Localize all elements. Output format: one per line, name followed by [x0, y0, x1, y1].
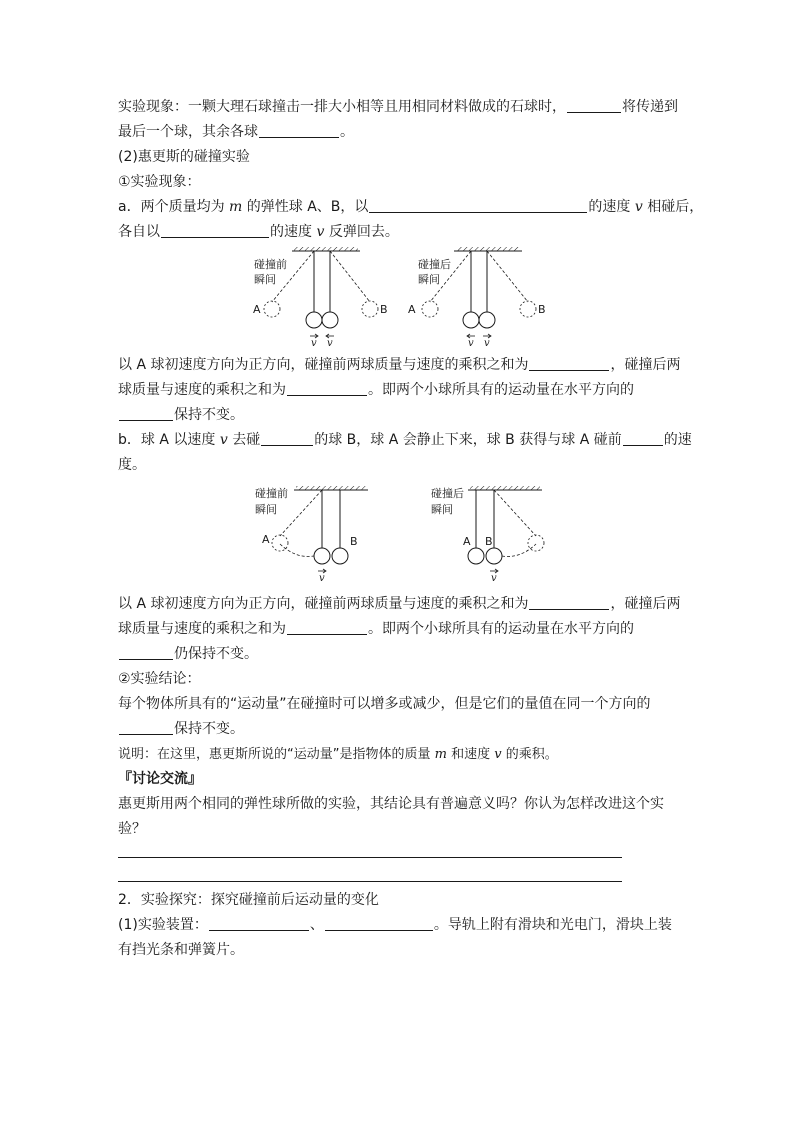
- text: 相碰后，: [642, 199, 704, 215]
- after-collision-panel: [408, 247, 546, 349]
- answer-blank[interactable]: [623, 430, 663, 446]
- text: 去碰: [227, 432, 261, 448]
- result-a-line-1: [118, 353, 684, 378]
- label-before-2: 瞬间: [254, 273, 276, 286]
- section-heading-2: 2．实验探究：探究碰撞前后运动量的变化: [118, 892, 379, 908]
- velocity-symbol: v: [316, 224, 325, 240]
- velocity-label-b: v: [484, 338, 490, 349]
- answer-blank[interactable]: [287, 380, 367, 396]
- text: a．两个质量均为: [118, 199, 230, 215]
- answer-blank[interactable]: [119, 405, 173, 421]
- velocity-label-a: v: [468, 338, 474, 349]
- velocity-label-a: v: [311, 338, 317, 349]
- answer-blank[interactable]: [567, 97, 621, 113]
- text: 各自以: [118, 224, 160, 240]
- subheading-phenomenon: ①实验现象：: [118, 174, 201, 190]
- label-after-2: 瞬间: [418, 273, 440, 286]
- result-a-line-2: [118, 378, 684, 403]
- section-heading-huygens: (2)惠更斯的碰撞实验: [118, 149, 250, 165]
- mass-symbol: m: [434, 747, 447, 762]
- phenomenon-line-1: [118, 95, 684, 120]
- answer-blank[interactable]: [209, 915, 309, 931]
- ball-b-label: B: [485, 535, 493, 548]
- ball-a: [306, 312, 322, 328]
- ball-a: [463, 312, 479, 328]
- text: 反弹回去。: [324, 224, 399, 240]
- item-a-line-1: [118, 195, 704, 220]
- text: b．球 A 以速度: [118, 432, 220, 448]
- text: 。即两个小球所具有的运动量在水平方向的: [368, 382, 634, 398]
- answer-blank[interactable]: [529, 594, 609, 610]
- text: 球质量与速度的乘积之和为: [118, 621, 286, 637]
- text: 的速: [663, 432, 692, 448]
- conclusion-line-1: 每个物体所具有的“运动量”在碰撞时可以增多或减少，但是它们的量值在同一个方向的: [118, 696, 651, 712]
- ball-a-start: [264, 301, 280, 317]
- before-collision-panel: [255, 486, 368, 584]
- label-after-1: 碰撞后: [431, 487, 464, 500]
- text: 的速度: [588, 199, 635, 215]
- text: 的速度: [270, 224, 317, 240]
- answer-blank[interactable]: [369, 197, 587, 213]
- text: 仍保持不变。: [174, 646, 258, 662]
- answer-line-1[interactable]: [118, 846, 622, 858]
- setup-line-2: 有挡光条和弹簧片。: [118, 942, 244, 958]
- result-b-line-2: [118, 617, 684, 642]
- text: (1)实验装置：: [118, 917, 208, 933]
- text: ，碰撞后两: [610, 357, 681, 373]
- answer-blank[interactable]: [529, 355, 609, 371]
- ball-b: [332, 548, 348, 564]
- ceiling-support: [470, 486, 540, 490]
- text: 和速度: [446, 747, 495, 762]
- ball-a-label: A: [463, 535, 471, 548]
- velocity-label-a: v: [319, 573, 325, 584]
- explanation-note: [118, 742, 684, 767]
- after-collision-panel: [431, 486, 544, 584]
- ball-b-label: B: [538, 303, 546, 316]
- swing-path-b: [494, 490, 536, 536]
- ball-b-start: [362, 301, 378, 317]
- text: 将传递到: [622, 99, 678, 115]
- pendulum-figure-2: [118, 484, 684, 592]
- velocity-symbol: v: [494, 747, 502, 762]
- result-b-line-3: [118, 642, 684, 667]
- rebound-path-b: [487, 251, 528, 302]
- ball-a-end: [422, 301, 438, 317]
- answer-blank[interactable]: [161, 222, 269, 238]
- text: 说明：在这里，惠更斯所说的“运动量”是指物体的质量: [118, 747, 435, 762]
- subheading-conclusion: ②实验结论：: [118, 671, 201, 687]
- ball-b-label: B: [380, 303, 388, 316]
- result-a-line-3: [118, 403, 684, 428]
- ball-a-label: A: [408, 303, 416, 316]
- mass-symbol: m: [229, 199, 243, 215]
- phenomenon-line-2: [118, 120, 684, 145]
- text: 实验现象：一颗大理石球撞击一排大小相等且用相同材料做成的石球时，: [118, 99, 566, 115]
- text: 保持不变。: [174, 407, 244, 423]
- item-a-line-2: [118, 220, 684, 245]
- answer-blank[interactable]: [261, 430, 313, 446]
- setup-line-1: [118, 913, 684, 938]
- velocity-label-b: v: [491, 573, 497, 584]
- label-before-1: 碰撞前: [254, 258, 287, 271]
- discussion-line-1: 惠更斯用两个相同的弹性球所做的实验，其结论具有普遍意义吗？你认为怎样改进这个实: [118, 796, 664, 812]
- ceiling-support: [456, 247, 520, 251]
- text: 。: [340, 124, 354, 140]
- pendulum-figure-1: [118, 245, 684, 353]
- text: 以 A 球初速度方向为正方向，碰撞前两球质量与速度的乘积之和为: [118, 596, 529, 612]
- text: 球质量与速度的乘积之和为: [118, 382, 286, 398]
- ceiling-support: [296, 486, 366, 490]
- label-after-1: 碰撞后: [418, 258, 451, 271]
- answer-blank[interactable]: [325, 915, 433, 931]
- label-before-1: 碰撞前: [255, 487, 288, 500]
- answer-blank[interactable]: [259, 122, 339, 138]
- text: 的球 B，球 A 会静止下来，球 B 获得与球 A 碰前: [314, 432, 622, 448]
- text: 最后一个球，其余各球: [118, 124, 258, 140]
- conclusion-line-2: [118, 717, 684, 742]
- ball-a-label: A: [262, 533, 270, 546]
- label-after-2: 瞬间: [431, 503, 453, 516]
- text: 的乘积。: [501, 747, 558, 762]
- ball-a-label: A: [253, 303, 261, 316]
- text: 以 A 球初速度方向为正方向，碰撞前两球质量与速度的乘积之和为: [118, 357, 529, 373]
- ball-b: [479, 312, 495, 328]
- ball-b: [322, 312, 338, 328]
- item-b-line-1: [118, 428, 692, 453]
- answer-line-2[interactable]: [118, 870, 622, 882]
- text: 、: [309, 917, 324, 933]
- velocity-label-b: v: [327, 338, 333, 349]
- item-b-line-2: 度。: [118, 457, 146, 473]
- velocity-symbol: v: [634, 199, 643, 215]
- text: 保持不变。: [174, 721, 244, 737]
- pendulum-diagram-2: [118, 484, 684, 592]
- worksheet-content: [118, 95, 704, 963]
- velocity-symbol: v: [219, 432, 228, 448]
- swing-arc-b: [502, 544, 536, 557]
- label-before-2: 瞬间: [255, 503, 277, 516]
- ball-b: [486, 548, 502, 564]
- text: ，碰撞后两: [610, 596, 681, 612]
- answer-blank[interactable]: [119, 644, 173, 660]
- ball-b-label: B: [350, 535, 358, 548]
- ceiling-support: [294, 247, 358, 251]
- ball-a: [314, 548, 330, 564]
- text: 。即两个小球所具有的运动量在水平方向的: [368, 621, 634, 637]
- ball-b-end: [520, 301, 536, 317]
- discussion-heading: 『讨论交流』: [118, 771, 202, 787]
- answer-blank[interactable]: [287, 619, 367, 635]
- swing-arc-a: [280, 544, 314, 557]
- result-b-line-1: [118, 592, 684, 617]
- text: 的弹性球 A、B，以: [242, 199, 369, 215]
- before-collision-panel: [253, 247, 388, 349]
- discussion-line-2: 验？: [118, 821, 146, 837]
- ball-a: [468, 548, 484, 564]
- answer-blank[interactable]: [119, 719, 173, 735]
- release-path-b: [330, 251, 370, 302]
- pendulum-diagram-1: [118, 245, 684, 353]
- text: 。导轨上附有滑块和光电门，滑块上装: [433, 917, 672, 933]
